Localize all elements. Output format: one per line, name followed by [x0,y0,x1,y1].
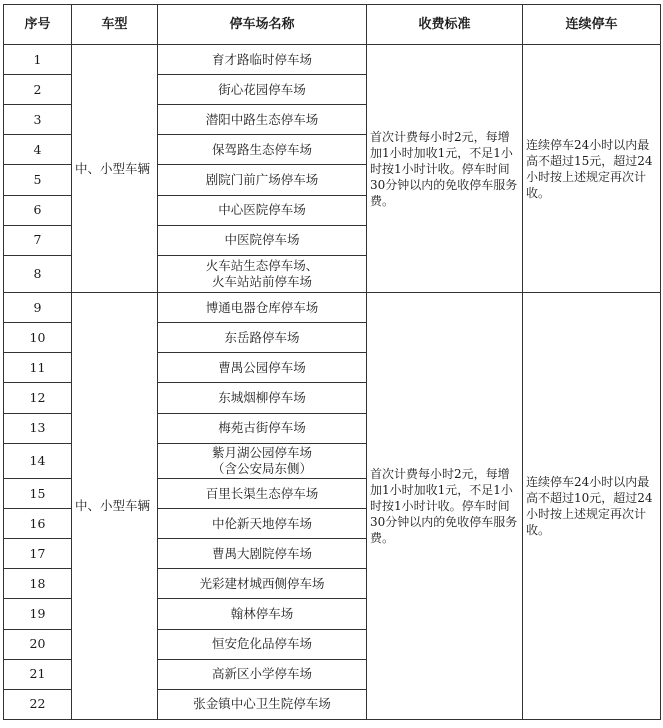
header-row [4,5,661,45]
row-number: 9 [4,293,72,323]
parking-lot-name-cell [158,629,367,659]
parking-lot-name: 火车站生态停车场、 火车站站前停车场 [205,257,319,289]
row-number: 17 [4,539,72,569]
parking-lot-name-cell [158,105,367,135]
continuous-parking-cell: 连续停车24小时以内最高不超过15元，超过24小时按上述规定再次计收。 [523,45,661,293]
parking-lot-name-cell [158,443,367,478]
header-vehicle-type: 车型 [72,5,158,45]
row-number: 21 [4,659,72,689]
parking-lot-name: 中医院停车场 [224,232,300,248]
fee-standard-cell: 首次计费每小时2元，每增加1小时加收1元，不足1小时按1小时计收。停车时间30分钟以内的免收停车服务费。 [367,293,523,720]
parking-lot-name: 育才路临时停车场 [211,51,312,67]
parking-lot-name-cell [158,599,367,629]
parking-lot-name: 恒安危化品停车场 [211,636,312,652]
parking-lot-name: 东城烟柳停车场 [218,390,306,406]
row-number: 3 [4,105,72,135]
row-number: 19 [4,599,72,629]
parking-lot-name-cell [158,509,367,539]
parking-lot-name-cell [158,75,367,105]
parking-lot-name: 翰林停车场 [230,605,294,621]
parking-lot-name: 曹禺公园停车场 [218,359,306,375]
parking-lot-name: 中伦新天地停车场 [211,515,312,531]
parking-lot-name-cell [158,569,367,599]
parking-lot-name: 街心花园停车场 [218,81,306,97]
parking-lot-name-cell [158,293,367,323]
vehicle-type-cell: 中、小型车辆 [72,293,158,720]
continuous-parking-cell: 连续停车24小时以内最高不超过10元，超过24小时按上述规定再次计收。 [523,293,661,720]
row-number: 10 [4,323,72,353]
parking-fee-table [3,4,661,720]
header-continuous-parking: 连续停车 [523,5,661,45]
header-parking-lot-name: 停车场名称 [158,5,367,45]
row-number: 22 [4,689,72,719]
parking-lot-name: 潜阳中路生态停车场 [205,111,319,127]
parking-lot-name-cell [158,255,367,292]
parking-lot-name: 张金镇中心卫生院停车场 [193,696,331,712]
row-number: 20 [4,629,72,659]
parking-lot-name-cell [158,165,367,195]
parking-lot-name-cell [158,195,367,225]
row-number: 11 [4,353,72,383]
row-number: 5 [4,165,72,195]
vehicle-type-cell: 中、小型车辆 [72,45,158,293]
parking-lot-name: 梅苑古街停车场 [218,420,306,436]
row-number: 16 [4,509,72,539]
fee-standard-cell: 首次计费每小时2元，每增加1小时加收1元，不足1小时按1小时计收。停车时间30分钟以内的免收停车服务费。 [367,45,523,293]
parking-lot-name-cell [158,353,367,383]
row-number: 4 [4,135,72,165]
parking-lot-name: 中心医院停车场 [218,202,306,218]
parking-lot-name: 曹禺大剧院停车场 [211,545,312,561]
row-number: 13 [4,413,72,443]
parking-lot-name: 紫月湖公园停车场 （含公安局东侧） [211,444,312,476]
parking-lot-name-cell [158,478,367,508]
table-body [4,45,661,720]
parking-lot-name: 高新区小学停车场 [211,666,312,682]
table-row [4,45,661,75]
parking-lot-name-cell [158,539,367,569]
parking-lot-name-cell [158,135,367,165]
table-row [4,293,661,323]
header-number: 序号 [4,5,72,45]
parking-lot-name-cell [158,45,367,75]
parking-lot-name: 百里长渠生态停车场 [205,485,319,501]
header-fee-standard: 收费标准 [367,5,523,45]
parking-lot-name-cell [158,413,367,443]
parking-lot-name: 光彩建材城西侧停车场 [199,575,325,591]
parking-lot-name-cell [158,659,367,689]
row-number: 15 [4,478,72,508]
row-number: 8 [4,255,72,292]
parking-lot-name-cell [158,689,367,719]
row-number: 2 [4,75,72,105]
parking-lot-name: 剧院门前广场停车场 [205,171,319,187]
row-number: 12 [4,383,72,413]
parking-lot-name-cell [158,323,367,353]
parking-lot-name: 博通电器仓库停车场 [205,299,319,315]
parking-lot-name-cell [158,225,367,255]
row-number: 6 [4,195,72,225]
parking-lot-name: 保驾路生态停车场 [211,141,312,157]
row-number: 18 [4,569,72,599]
row-number: 1 [4,45,72,75]
row-number: 14 [4,443,72,478]
row-number: 7 [4,225,72,255]
parking-lot-name: 东岳路停车场 [224,329,300,345]
parking-lot-name-cell [158,383,367,413]
